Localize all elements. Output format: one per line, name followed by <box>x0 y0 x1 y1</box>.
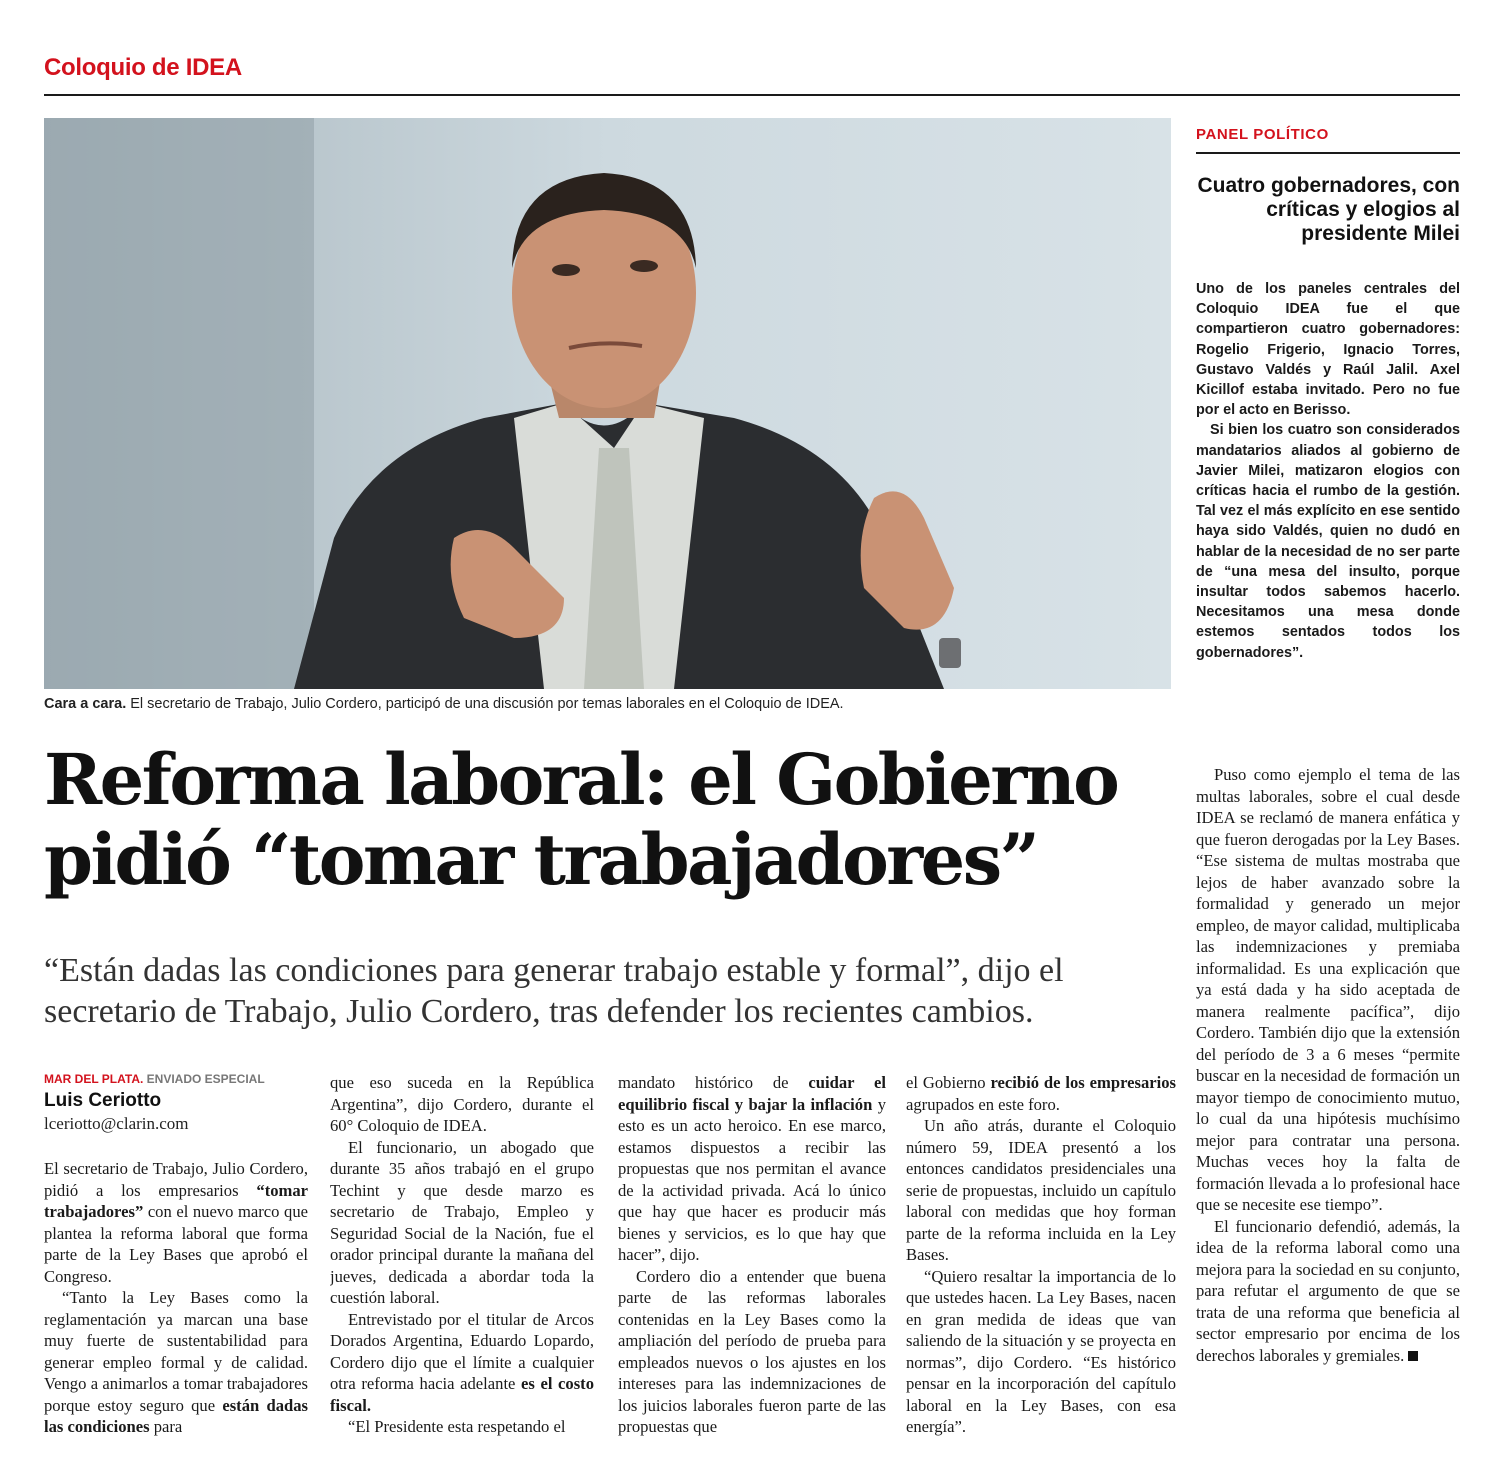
paragraph-text: Un año atrás, durante el Coloquio número 59, IDEA presentó a los entonces candidatos presidenciales una serie de propuestas, incluido un capítulo laboral con medidas que hoy forman parte de la reforma incluida en la Ley Bases. <box>906 1116 1176 1264</box>
paragraph <box>906 1072 1176 1115</box>
paragraph <box>618 1072 886 1266</box>
byline-author: Luis Ceriotto <box>44 1090 162 1111</box>
paragraph <box>330 1309 594 1417</box>
paragraph <box>1196 1216 1460 1367</box>
section-title: Coloquio de IDEA <box>44 54 242 81</box>
paragraph-text: El secretario de Trabajo, Julio Cordero, pidió a los empresarios <box>44 1159 308 1200</box>
byline-email[interactable]: lceriotto@clarin.com <box>44 1114 189 1133</box>
byline-role: ENVIADO ESPECIAL <box>143 1072 265 1086</box>
paragraph-text: Puso como ejemplo el tema de las multas laborales, sobre el cual desde IDEA se reclamó de manera enfática y que fueron derogadas por la Ley Bases. “Ese sistema de multas mostraba que lejos de haber avanzado sobre la formalidad y generado un mejor empleo, de mayor calidad, multiplicaba las indemnizaciones y premiaba informalidad. Es una explicación que ya está dada y ha sido aceptada de manera realmente pacífica”, dijo Cordero. También dijo que la extensión del período de 3 a 6 meses “permite buscar en la necesidad de formación un mayor tiempo de conocimiento mutuo, lo cual da una hipótesis muchísimo mejor para contratar una persona. Muchas veces hoy la falta de formación llevada a lo profesional hace que se necesite ese tiempo”. <box>1196 765 1460 1214</box>
paragraph-bold: están dadas las condiciones <box>44 1395 308 1436</box>
paragraph <box>618 1266 886 1438</box>
paragraph-text: que eso suceda en la República Argentina”, dijo Cordero, durante el 60° Coloquio de IDEA. <box>330 1073 594 1135</box>
paragraph-text: “Quiero resaltar la importancia de lo que ustedes hacen. La Ley Bases, nacen en gran medida de ideas que van saliendo de la situación y se proyecta en normas”, dijo Cordero. “Es histórico pensar en la incorporación del capítulo laboral en la Ley Bases, con esa energía”. <box>906 1266 1176 1436</box>
paragraph-text: el Gobierno <box>906 1073 991 1092</box>
paragraph <box>330 1137 594 1309</box>
paragraph-bold: es el costo fiscal. <box>330 1374 594 1415</box>
paragraph-bold: recibió de los empresarios <box>990 1073 1176 1092</box>
sidebar-divider <box>1196 152 1460 154</box>
paragraph-text: para <box>149 1417 183 1436</box>
end-of-article-icon <box>1408 1351 1418 1361</box>
article-photo <box>44 118 1171 689</box>
paragraph-text: “El Presidente esta respetando el <box>348 1417 566 1436</box>
photo-caption <box>44 696 1174 712</box>
body-column-3 <box>618 1072 886 1458</box>
caption-text: El secretario de Trabajo, Julio Cordero, participó de una discusión por temas laborales en el Coloquio de IDEA. <box>126 696 844 712</box>
paragraph-text: agrupados en este foro. <box>906 1094 1060 1114</box>
body-column-5 <box>1196 764 1460 1462</box>
paragraph <box>330 1072 594 1137</box>
sidebar-paragraph: Uno de los paneles centrales del Coloquio IDEA fue el que compartieron cuatro gobernadores: Rogelio Frigerio, Ignacio Torres, Gustavo Valdés y Raúl Jalil. Axel Kicillof estaba invitado. Pero no fue por el acto en Berisso. <box>1196 281 1460 419</box>
byline-place: MAR DEL PLATA. <box>44 1072 144 1086</box>
byline-dateline <box>44 1072 265 1086</box>
body-column-4 <box>906 1072 1176 1458</box>
section-divider <box>44 94 1460 96</box>
headline <box>44 740 1184 900</box>
headline-line-2: pidió “tomar trabajadores” <box>44 818 1038 901</box>
headline-line-1: Reforma laboral: el Gobierno <box>44 738 1118 821</box>
paragraph-text: Cordero dio a entender que buena parte de las reformas laborales contenidas en la Ley Bases como la ampliación del período de prueba para empleados nuevos o los ajustes en los intereses para las indemnizaciones de los juicios laborales fueron parte de las propuestas que <box>618 1266 886 1436</box>
sidebar-title: Cuatro gobernadores, con críticas y elogios al presidente Milei <box>1197 174 1460 245</box>
sidebar-label: PANEL POLÍTICO <box>1196 126 1329 143</box>
photo-illustration <box>44 118 1171 689</box>
paragraph <box>1196 764 1460 1216</box>
paragraph <box>330 1416 594 1438</box>
paragraph-text: “Tanto la Ley Bases como la reglamentación ya marcan una base muy fuerte de sustentabilidad para generar empleo formal y de calidad. Vengo a animarlos a tomar trabajadores porque estoy seguro que <box>44 1288 308 1415</box>
paragraph-text: y esto es un acto heroico. En ese marco, estamos dispuestos a recibir las propuestas que nos permitan el avance de la actividad privada. Acá lo único que hay que hacer es producir más bienes y servicios, es lo que hay que hacer”, dijo. <box>618 1094 886 1264</box>
paragraph-bold: cuidar el equilibrio fiscal y bajar la inflación <box>618 1073 886 1114</box>
paragraph <box>44 1287 308 1438</box>
paragraph-text: El funcionario defendió, además, la idea de la reforma laboral como una mejora para la sociedad en su conjunto, para refutar el argumento de que se trata de una reforma que beneficia al sector empresario por encima de los derechos laborales y gremiales. <box>1196 1216 1460 1365</box>
caption-lead: Cara a cara. <box>44 696 127 712</box>
paragraph <box>44 1158 308 1287</box>
paragraph <box>906 1266 1176 1438</box>
body-column-1 <box>44 1158 308 1458</box>
paragraph-text: mandato histórico de <box>618 1073 809 1092</box>
paragraph-text: con el nuevo marco que plantea la reforma laboral que forma parte de la Ley Bases que aprobó el Congreso. <box>44 1202 308 1286</box>
paragraph-bold: “tomar trabajadores” <box>44 1180 308 1221</box>
deck: “Están dadas las condiciones para generar trabajo estable y formal”, dijo el secretario de Trabajo, Julio Cordero, tras defender los recientes cambios. <box>44 952 1064 1030</box>
paragraph-text: El funcionario, un abogado que durante 35 años trabajó en el grupo Techint y que desde marzo es secretario de Trabajo, Empleo y Seguridad Social de la Nación, fue el orador principal durante la mañana del jueves, dedicada a abordar toda la cuestión laboral. <box>330 1137 594 1307</box>
sidebar-body <box>1196 279 1460 663</box>
paragraph-text: Entrevistado por el titular de Arcos Dorados Argentina, Eduardo Lopardo, Cordero dijo que el límite a cualquier otra reforma hacia adelante <box>330 1309 594 1393</box>
paragraph <box>906 1115 1176 1266</box>
sidebar-paragraph: Si bien los cuatro son considerados mandatarios aliados al gobierno de Javier Milei, matizaron elogios con críticas hacia el rumbo de la gestión. Tal vez el más explícito en ese sentido haya sido Valdés, quien no dudó en hablar de la necesidad de no ser parte de “una mesa del insulto, porque insultar todos sabemos hacerlo. Necesitamos una mesa donde estemos sentados todos los gobernadores”. <box>1196 422 1460 661</box>
body-column-2 <box>330 1072 594 1458</box>
